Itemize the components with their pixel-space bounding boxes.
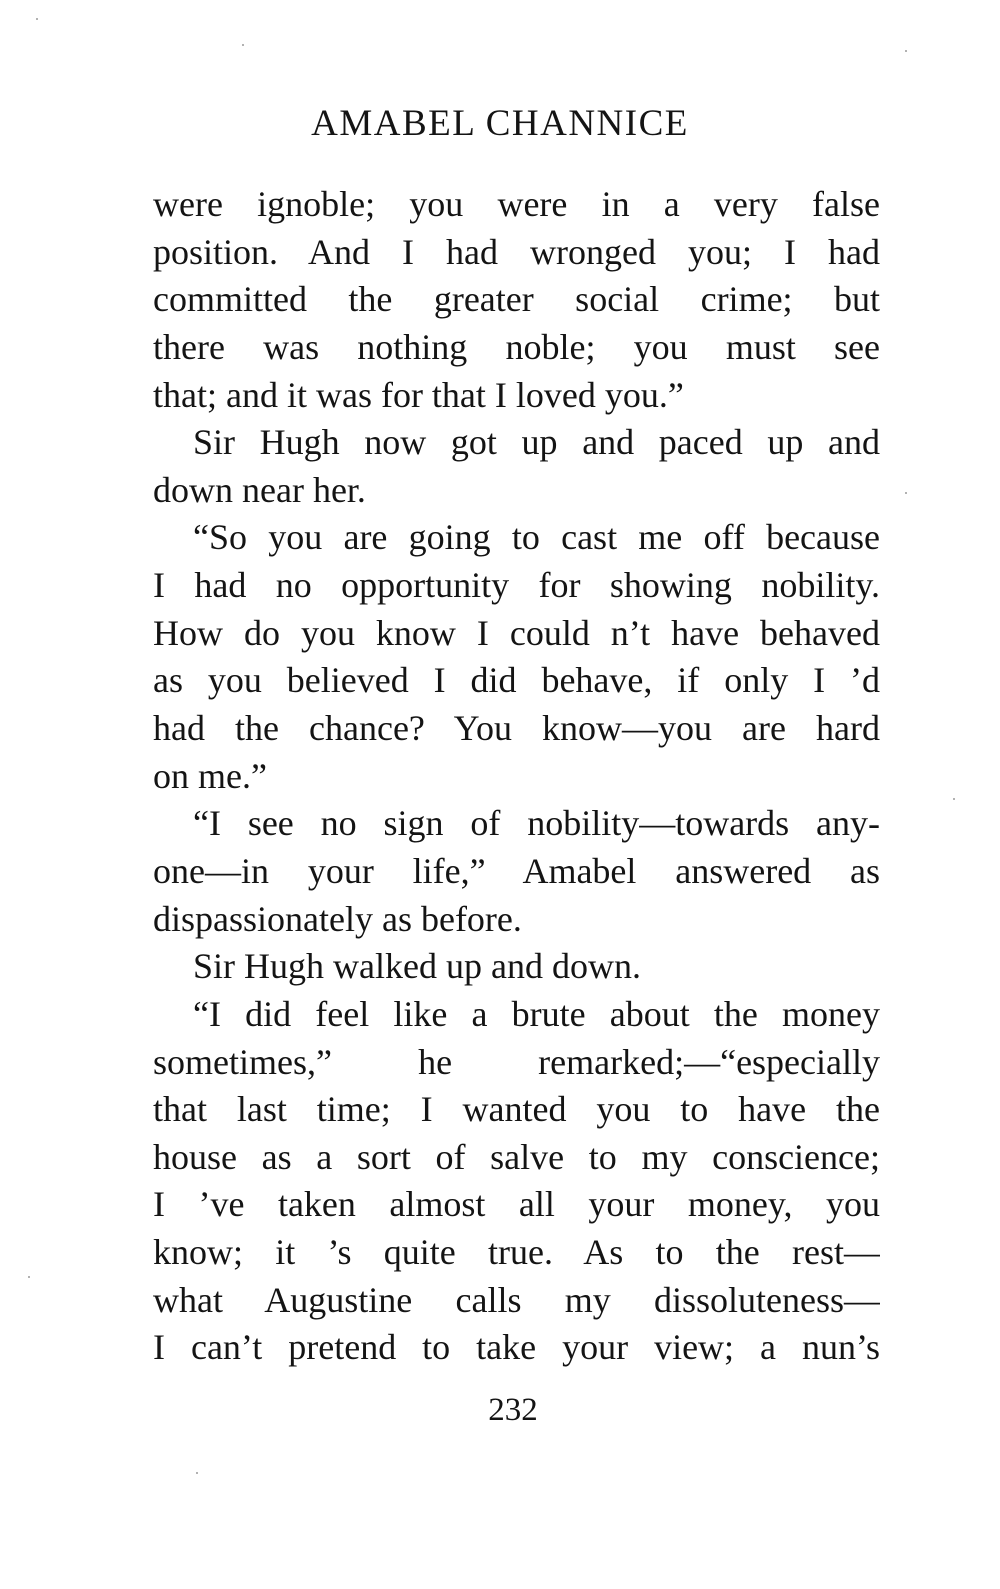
text-line: there was nothing noble; you must see (153, 326, 880, 367)
text-line: sometimes,” he remarked;—“especially (153, 1041, 880, 1082)
text-line: dispassionately as before. (153, 898, 522, 939)
text-line: Sir Hugh now got up and paced up and (193, 422, 880, 463)
text-line: I can’t pretend to take your view; a nun’s (153, 1327, 880, 1368)
text-line: as you believed I did behave, if only I ’d (153, 660, 880, 701)
text-line: know; it ’s quite true. As to the rest— (153, 1232, 880, 1273)
scan-speck (905, 492, 907, 494)
text-line: on me.” (153, 755, 267, 796)
scan-speck (242, 44, 244, 46)
text-line: How do you know I could n’t have behaved (153, 612, 880, 653)
text-line: one—in your life,” Amabel answered as (153, 850, 880, 891)
text-line: house as a sort of salve to my conscience; (153, 1136, 880, 1177)
scan-speck (28, 1276, 30, 1278)
text-line: had the chance? You know—you are hard (153, 708, 880, 749)
text-line: “So you are going to cast me off because (193, 517, 880, 558)
text-line: committed the greater social crime; but (153, 279, 880, 320)
text-line: “I see no sign of nobility—towards any- (193, 803, 880, 844)
scan-speck (953, 798, 955, 800)
text-line: that; and it was for that I loved you.” (153, 374, 684, 415)
text-line: down near her. (153, 469, 366, 510)
text-line: were ignoble; you were in a very false (153, 184, 880, 224)
text-line: I had no opportunity for showing nobility. (153, 565, 880, 606)
running-head: AMABEL CHANNICE (311, 103, 689, 144)
text-line: what Augustine calls my dissoluteness— (153, 1279, 880, 1320)
text-line: “I did feel like a brute about the money (193, 993, 880, 1034)
scan-speck (196, 1472, 198, 1474)
body-text (153, 181, 880, 1372)
scan-speck (905, 50, 907, 52)
text-line: I ’ve taken almost all your money, you (153, 1184, 880, 1225)
text-line: Sir Hugh walked up and down. (193, 946, 641, 987)
text-line: position. And I had wronged you; I had (153, 231, 880, 272)
scan-speck (36, 18, 38, 20)
text-line: that last time; I wanted you to have the (153, 1089, 880, 1130)
page-number: 232 (488, 1392, 538, 1428)
